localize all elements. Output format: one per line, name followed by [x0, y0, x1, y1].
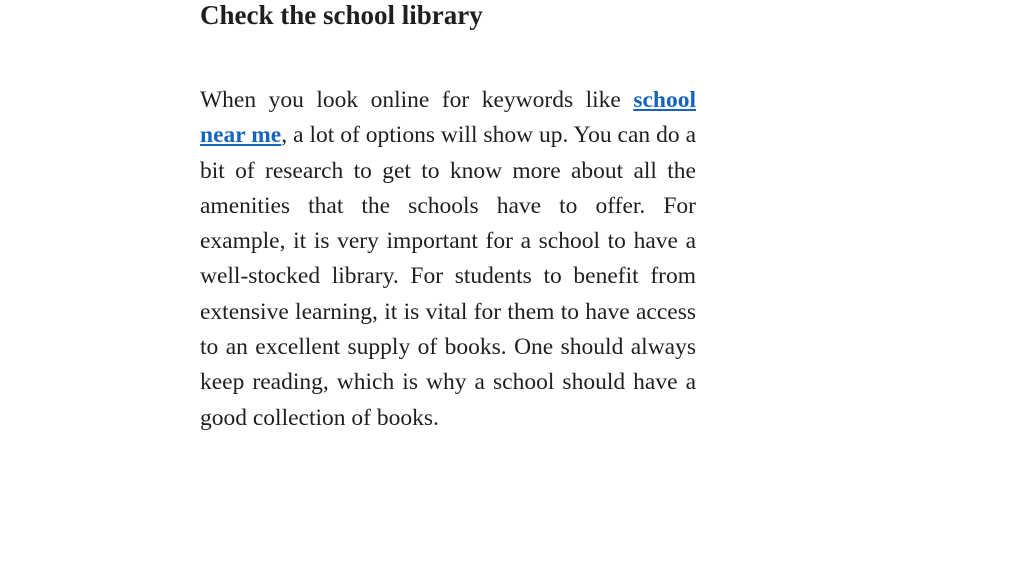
school-near-me-link[interactable]: school near me — [200, 87, 696, 149]
paragraph-text-before-link: When you look online for keywords like — [200, 87, 634, 113]
paragraph-text-after-link: , a lot of options will show up. You can do a bit of research to get to know more about all the amenities that the schools have to offer. For example, it is very important for a school to have a well-stocked library. For students to benefit from extensive learning, it is vital for them to have access to an excellent supply of books. One should always keep reading, which is why a school should have a good collection of books. — [200, 122, 697, 431]
article-section — [200, 0, 696, 436]
section-heading: Check the school library — [200, 0, 483, 30]
article-paragraph — [200, 83, 696, 436]
